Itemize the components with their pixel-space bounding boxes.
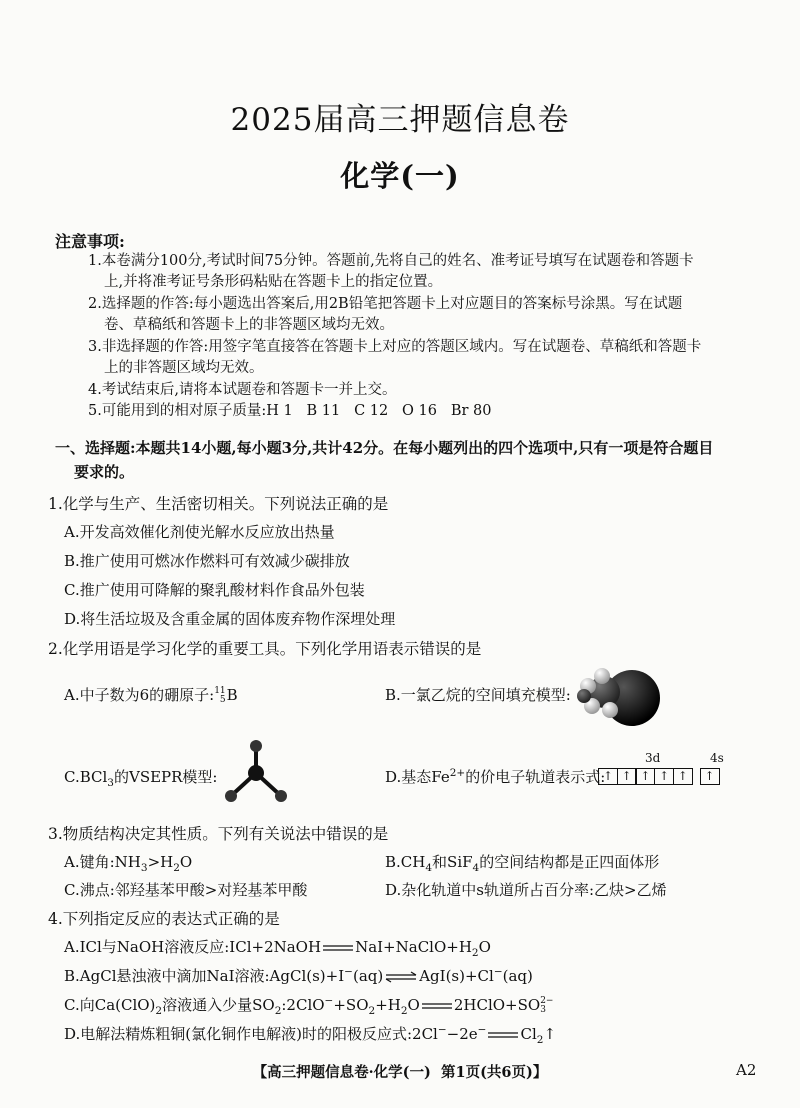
q4-option-d: D.电解法精炼粗铜(氯化铜作电解液)时的阳极反应式:2Cl−−2e− $Cl_2↑$ <box>64 1024 557 1046</box>
chloroethane-space-filling-model <box>570 666 662 728</box>
q4-option-c: C.向$Ca(ClO)_2$溶液通入少量$SO_2:2ClO^-+SO_2+H_2O$ 2HClO+SO 2− 3 <box>64 995 554 1017</box>
q1-option-c: C.推广使用可降解的聚乳酸材料作食品外包装 <box>64 581 365 599</box>
page-footer: 【高三押题信息卷·化学(一) 第1页(共6页)】 <box>252 1064 548 1081</box>
q1-option-d: D.将生活垃圾及含重金属的固体废弃物作深埋处理 <box>64 610 396 628</box>
q4-option-b: B.AgCl悬浊液中滴加NaI溶液:AgCl(s)+I−(aq) AgI(s)+Cl−(aq) <box>64 966 533 985</box>
exam-title: 2025届高三押题信息卷 <box>230 102 570 138</box>
notice-line-3-cont: 上的非答题区域均无效。 <box>104 360 264 376</box>
q1-option-b: B.推广使用可燃冰作燃料可有效减少碳排放 <box>64 552 350 570</box>
atomic-number: 5 <box>219 695 226 705</box>
notice-heading: 注意事项: <box>55 232 125 251</box>
orbital-box: ↑ <box>635 768 655 785</box>
q4-option-a: A.ICl与NaOH溶液反应:ICl+2NaOH $NaI+NaClO+H_2O$ <box>64 938 491 959</box>
q3-option-a: A.键角$:NH_3>H_2O$ <box>64 853 193 874</box>
q2-option-d: D.基态$Fe^{2+}$的价电子轨道表示式: <box>385 767 606 786</box>
section-heading: 一、选择题:本题共14小题,每小题3分,共计42分。在每小题列出的四个选项中,只有一项是符合题目 <box>55 439 714 457</box>
fe2-orbital-diagram <box>598 766 718 785</box>
orbital-box: ↑ <box>654 768 674 785</box>
notice-line-1: 1.本卷满分100分,考试时间75分钟。答题前,先将自己的姓名、准考证号填写在试题卷和答题卡 <box>88 253 694 269</box>
section-heading-cont: 要求的。 <box>74 463 135 481</box>
q1-option-a: A.开发高效催化剂使光解水反应放出热量 <box>64 523 335 541</box>
q3-option-c: C.沸点:邻羟基苯甲酸>对羟基苯甲酸 <box>64 881 308 899</box>
bcl3-vsepr-model <box>218 737 290 807</box>
element-symbol: B <box>226 686 238 704</box>
orbital-box: ↑ <box>617 768 637 785</box>
q3-stem: 3.物质结构决定其性质。下列有关说法中错误的是 <box>48 825 389 843</box>
equals-arrow <box>421 1001 453 1011</box>
q1-stem: 1.化学与生产、生活密切相关。下列说法正确的是 <box>48 495 389 513</box>
orbital-label-4s: 4s <box>710 751 724 765</box>
q2-option-c: C.BCl$_3$的VSEPR模型: <box>64 768 218 789</box>
nuclide-indices <box>214 687 225 705</box>
ion-charge-stack: 2− 3 <box>540 996 554 1015</box>
q3-option-d: D.杂化轨道中s轨道所占百分率:乙炔>乙烯 <box>385 881 667 899</box>
equals-arrow <box>487 1030 519 1040</box>
notice-line-3: 3.非选择题的作答:用签字笔直接答在答题卡上对应的答题区域内。写在试题卷、草稿纸和答题卡 <box>88 339 702 355</box>
orbital-box: ↑ <box>598 768 618 785</box>
q3-option-b: $B.CH_4$和SiF$_4$的空间结构都是正四面体形 <box>385 853 660 874</box>
q2-option-b: B.一氯乙烷的空间填充模型: <box>385 686 571 704</box>
q2-stem: 2.化学用语是学习化学的重要工具。下列化学用语表示错误的是 <box>48 640 482 658</box>
paper-code: A2 <box>736 1061 757 1079</box>
notice-line-2-cont: 卷、草稿纸和答题卡上的非答题区域均无效。 <box>104 317 394 333</box>
q4-stem: 4.下列指定反应的表达式正确的是 <box>48 910 280 928</box>
mass-number: 11 <box>214 686 226 696</box>
equals-arrow <box>322 943 354 953</box>
notice-line-4: 4.考试结束后,请将本试题卷和答题卡一并上交。 <box>88 382 397 398</box>
equilibrium-arrow <box>384 971 418 983</box>
exam-subtitle: 化学(一) <box>340 159 460 193</box>
orbital-label-3d: 3d <box>645 751 661 765</box>
q2-option-a: A.中子数为6的硼原子: 11 5 B <box>64 686 238 705</box>
orbital-box: ↑ <box>700 768 720 785</box>
orbital-box: ↑ <box>673 768 693 785</box>
notice-line-2: 2.选择题的作答:每小题选出答案后,用2B铅笔把答题卡上对应题目的答案标号涂黑。写在试题 <box>88 296 683 312</box>
notice-line-1-cont: 上,并将准考证号条形码粘贴在答题卡上的指定位置。 <box>104 274 443 290</box>
notice-line-5: 5.可能用到的相对原子质量:H 1 B 11 C 12 O 16 Br 80 <box>88 403 492 419</box>
